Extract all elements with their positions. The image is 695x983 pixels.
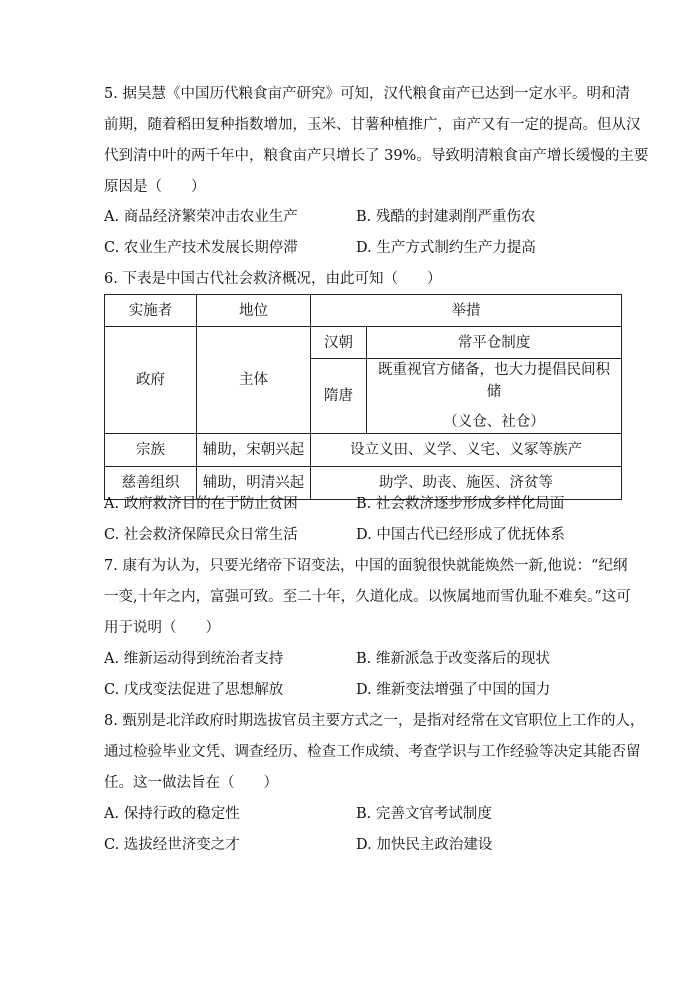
gov-role-cell: 主体 <box>197 327 311 434</box>
sui-measure-cell <box>367 359 622 434</box>
q5-option-b[interactable]: B. 残酷的封建剥削严重伤农 <box>356 209 536 225</box>
clan-role-cell: 辅助，宋朝兴起 <box>197 434 311 467</box>
clan-measure-cell: 设立义田、义学、义宅、义冢等族产 <box>311 434 622 467</box>
clan-actor-cell: 宗族 <box>105 434 197 467</box>
q8-option-d[interactable]: D. 加快民主政治建设 <box>356 837 493 853</box>
q8-line-2: 通过检验毕业文凭、调查经历、检查工作成绩、考查学识与工作经验等决定其能否留 <box>104 744 641 760</box>
q8-option-c[interactable]: C. 选拔经世济变之才 <box>104 837 240 853</box>
q7-line-2: 一变,十年之内，富强可致。至二十年，久道化成。以恢属地而雪仇耻不难矣。”这可 <box>104 589 631 605</box>
q8-line-3: 任。这一做法旨在（ ） <box>104 775 278 791</box>
table-header-role: 地位 <box>197 295 311 327</box>
sui-dynasty-cell: 隋唐 <box>311 359 367 434</box>
q8-option-a[interactable]: A. 保持行政的稳定性 <box>104 806 240 822</box>
q7-line-3: 用于说明（ ） <box>104 620 220 636</box>
q7-option-b[interactable]: B. 维新派急于改变落后的现状 <box>356 651 550 667</box>
q7-option-d[interactable]: D. 维新变法增强了中国的国力 <box>356 682 551 698</box>
q7-line-1: 7. 康有为认为，只要光绪帝下诏变法，中国的面貌很快就能焕然一新,他说：“纪纲 <box>104 558 628 574</box>
han-dynasty-cell: 汉朝 <box>311 327 367 359</box>
q8-line-1: 8. 甄别是北洋政府时期选拔官员主要方式之一，是指对经常在文官职位上工作的人， <box>104 713 645 729</box>
table-header-actor: 实施者 <box>105 295 197 327</box>
q5-option-c[interactable]: C. 农业生产技术发展长期停滞 <box>104 240 298 256</box>
charity-measure-cell: 助学、助丧、施医、济贫等 <box>311 467 622 500</box>
q6-option-c[interactable]: C. 社会救济保障民众日常生活 <box>104 527 298 543</box>
relief-table <box>104 294 622 500</box>
q6-option-b[interactable]: B. 社会救济逐步形成多样化局面 <box>356 496 565 512</box>
q6-line-1: 6. 下表是中国古代社会救济概况，由此可知（ ） <box>104 271 442 287</box>
q5-line-2: 前期，随着稻田复种指数增加，玉米、甘薯种植推广，亩产又有一定的提高。但从汉 <box>104 117 641 133</box>
han-measure-cell: 常平仓制度 <box>367 327 622 359</box>
charity-actor-cell: 慈善组织 <box>105 467 197 500</box>
q6-option-a[interactable]: A. 政府救济目的在于防止贫困 <box>104 496 298 512</box>
q7-option-c[interactable]: C. 戊戌变法促进了思想解放 <box>104 682 284 698</box>
q8-option-b[interactable]: B. 完善文官考试制度 <box>356 806 492 822</box>
q5-line-4: 原因是（ ） <box>104 179 206 195</box>
charity-role-cell: 辅助，明清兴起 <box>197 467 311 500</box>
q6-option-d[interactable]: D. 中国古代已经形成了优抚体系 <box>356 527 565 543</box>
gov-actor-cell: 政府 <box>105 327 197 434</box>
sui-measure-line-1: 既重视官方储备，也大力提倡民间积储 <box>378 362 610 400</box>
q5-line-3: 代到清中叶的两千年中，粮食亩产只增长了 39%。导致明清粮食亩产增长缓慢的主要 <box>104 148 649 164</box>
q5-line-1: 5. 据吴慧《中国历代粮食亩产研究》可知，汉代粮食亩产已达到一定水平。明和清 <box>104 86 630 102</box>
sui-measure-line-2: （义仓、社仓） <box>443 414 545 430</box>
table-header-measure: 举措 <box>311 295 622 327</box>
q5-option-a[interactable]: A. 商品经济繁荣冲击农业生产 <box>104 209 298 225</box>
q5-option-d[interactable]: D. 生产方式制约生产力提高 <box>356 240 536 256</box>
q7-option-a[interactable]: A. 维新运动得到统治者支持 <box>104 651 284 667</box>
